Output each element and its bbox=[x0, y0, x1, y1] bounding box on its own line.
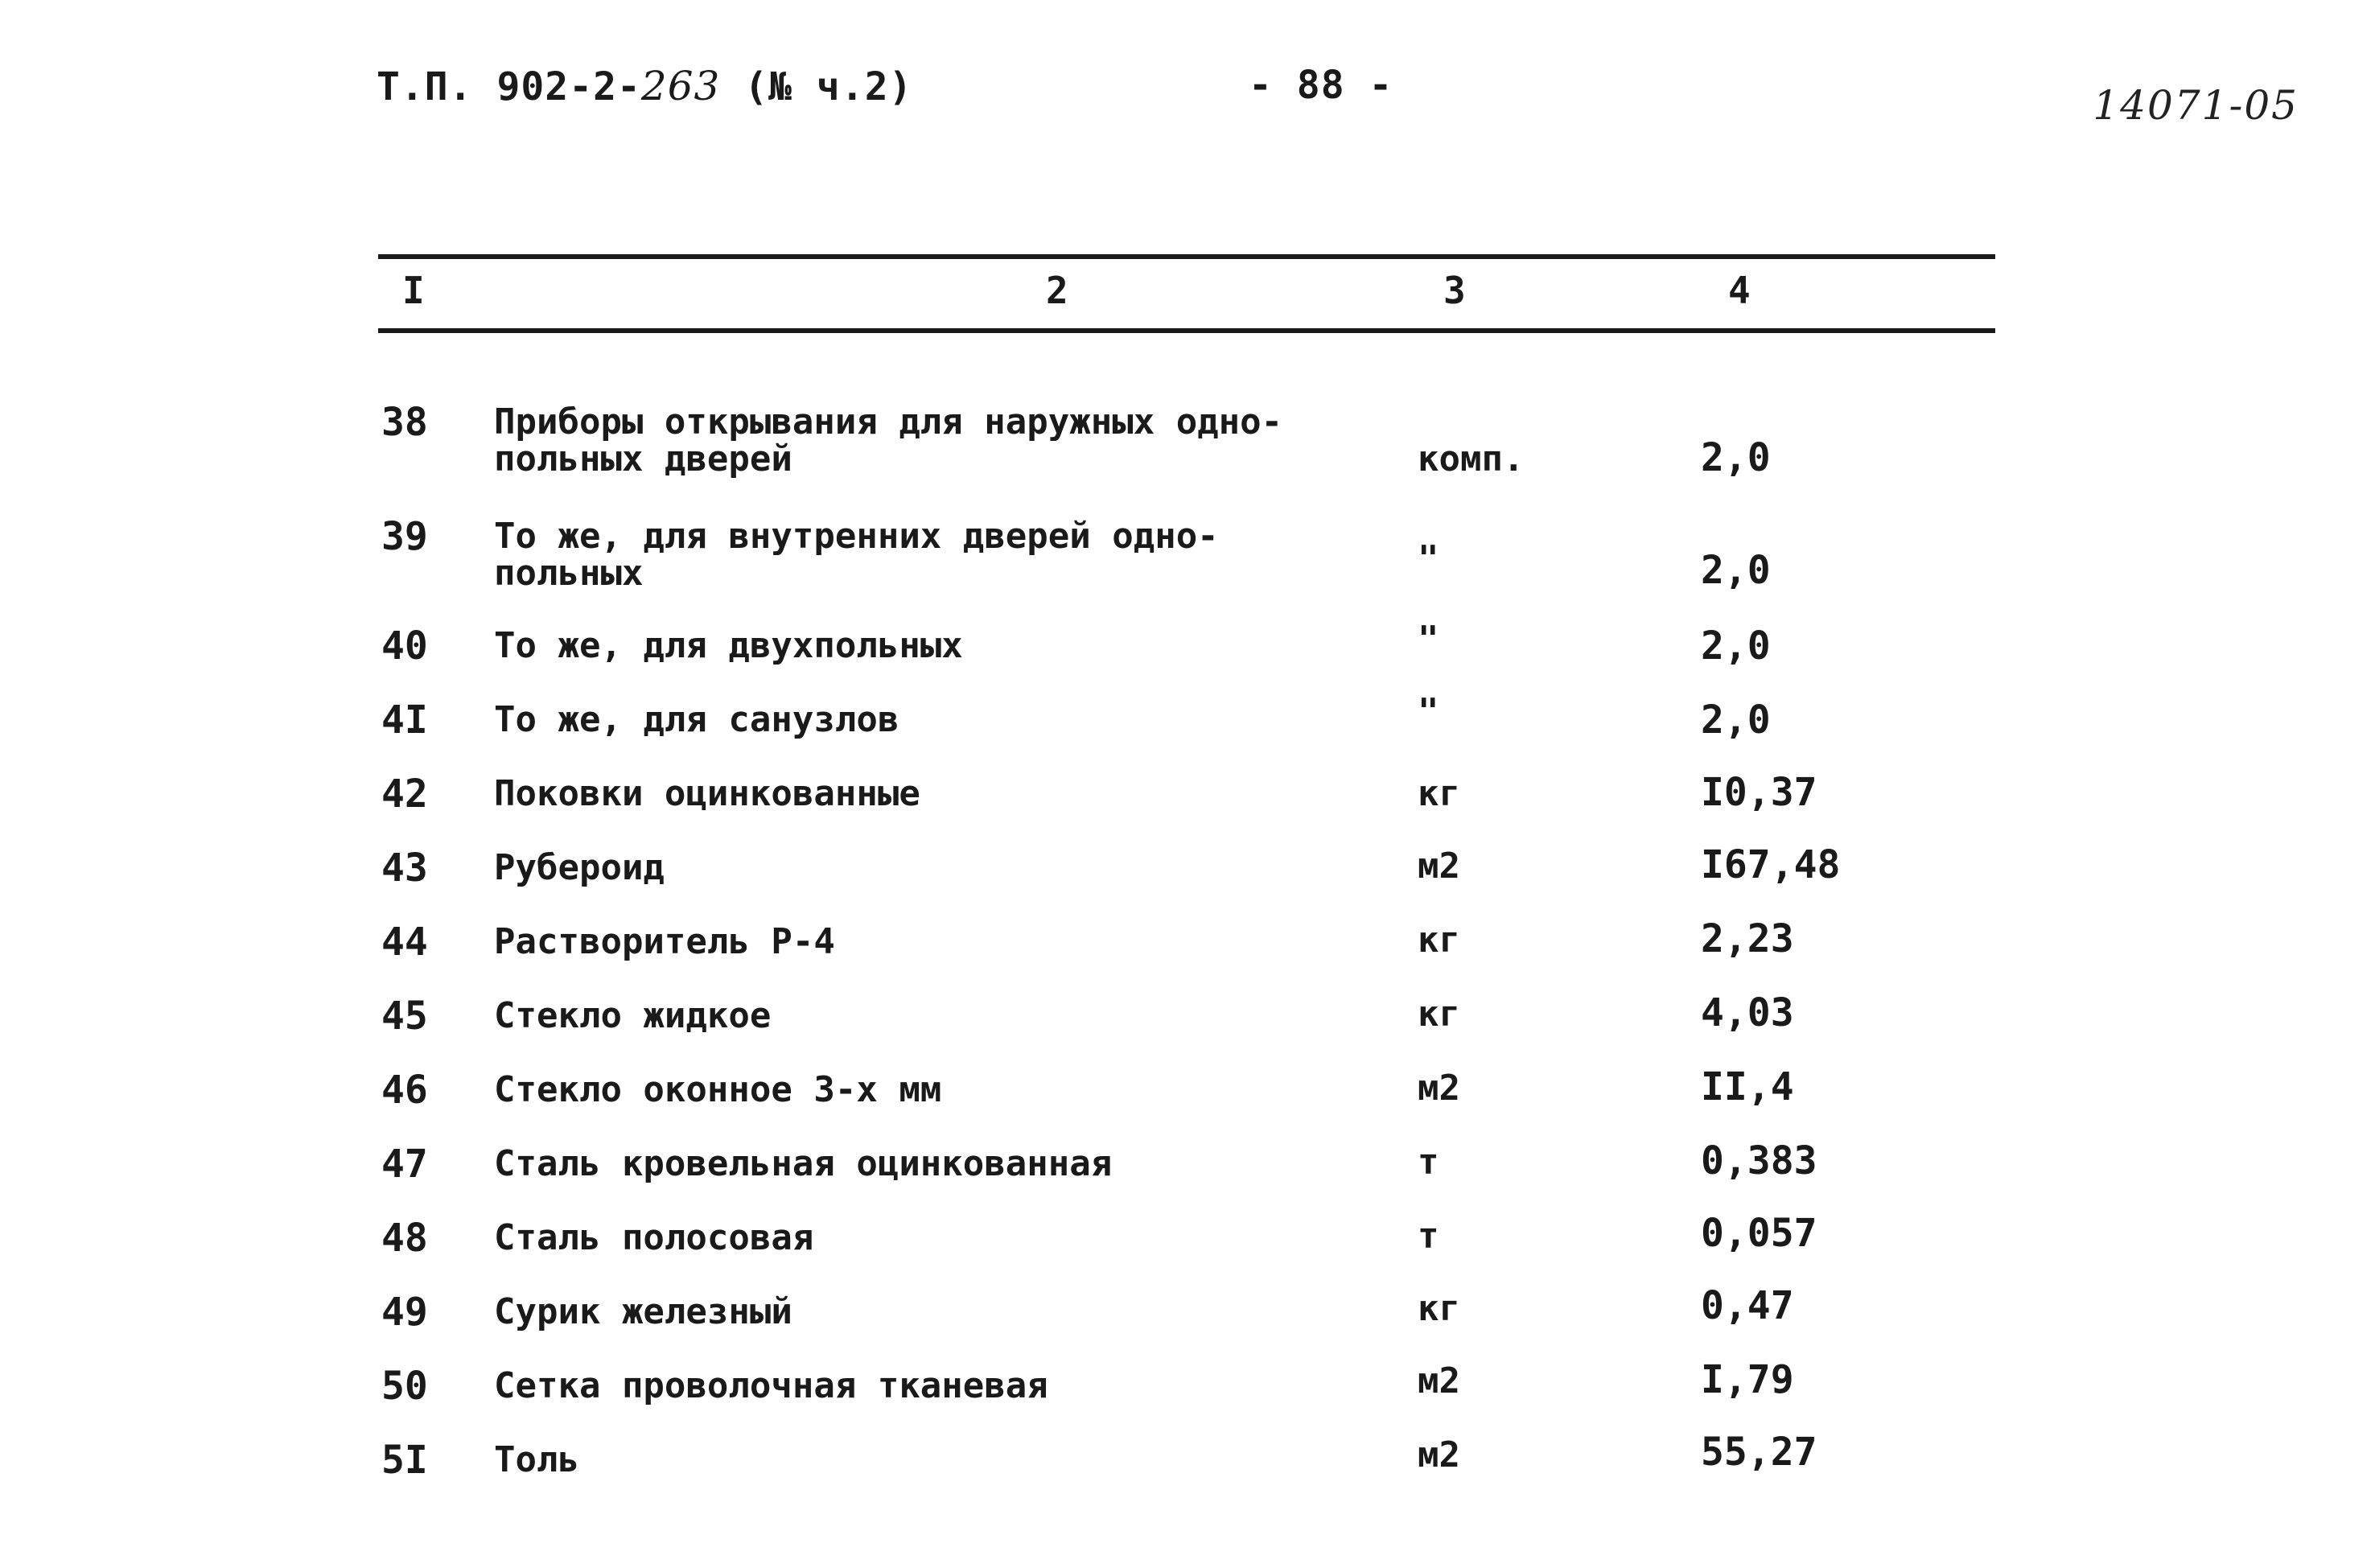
row-number: 46 bbox=[381, 1068, 428, 1113]
row-unit: " bbox=[1418, 619, 1439, 660]
row-unit: кг bbox=[1418, 920, 1460, 961]
row-quantity: 4,03 bbox=[1701, 990, 1794, 1035]
row-quantity: 0,383 bbox=[1701, 1138, 1817, 1183]
row-unit: м2 bbox=[1418, 1068, 1460, 1109]
row-unit: м2 bbox=[1418, 846, 1460, 887]
row-unit: " bbox=[1418, 538, 1439, 579]
page-number: - 88 - bbox=[1249, 63, 1393, 108]
row-quantity: 2,0 bbox=[1701, 698, 1771, 743]
column-header-1: I bbox=[402, 269, 425, 312]
row-number: 4I bbox=[381, 698, 428, 743]
inventory-number: 14071-05 bbox=[2093, 82, 2299, 129]
row-quantity: 55,27 bbox=[1701, 1430, 1817, 1475]
row-number: 42 bbox=[381, 772, 428, 817]
document-code bbox=[377, 63, 913, 109]
row-number: 43 bbox=[381, 846, 428, 891]
row-number: 39 bbox=[381, 514, 428, 559]
row-name: Сурик железный bbox=[494, 1291, 792, 1332]
column-header-3: 3 bbox=[1443, 269, 1466, 312]
row-unit: т bbox=[1418, 1216, 1439, 1257]
row-quantity: I0,37 bbox=[1701, 770, 1817, 815]
row-name: Сталь полосовая bbox=[494, 1217, 814, 1258]
row-number: 40 bbox=[381, 623, 428, 669]
row-name: Приборы открывания для наружных одно- польных дверей bbox=[494, 401, 1283, 479]
column-header-2: 2 bbox=[1046, 269, 1068, 312]
row-unit: т bbox=[1418, 1142, 1439, 1183]
row-quantity: 2,0 bbox=[1701, 548, 1771, 593]
row-number: 47 bbox=[381, 1142, 428, 1187]
row-name: Растворитель Р-4 bbox=[494, 921, 835, 962]
row-quantity: 2,0 bbox=[1701, 435, 1771, 480]
row-number: 45 bbox=[381, 994, 428, 1039]
document-code-prefix: Т.П. 902-2- bbox=[377, 64, 641, 109]
row-unit: " bbox=[1418, 691, 1439, 732]
row-name: Стекло оконное 3-х мм bbox=[494, 1069, 942, 1110]
row-unit: м2 bbox=[1418, 1360, 1460, 1401]
row-unit: м2 bbox=[1418, 1434, 1460, 1475]
row-quantity: I67,48 bbox=[1701, 842, 1841, 887]
row-number: 5I bbox=[381, 1438, 428, 1483]
row-quantity: II,4 bbox=[1701, 1064, 1794, 1109]
row-number: 49 bbox=[381, 1290, 428, 1335]
row-number: 44 bbox=[381, 920, 428, 965]
document-code-suffix: (№ ч.2) bbox=[720, 64, 913, 109]
row-quantity: 0,057 bbox=[1701, 1211, 1817, 1256]
row-name: Стекло жидкое bbox=[494, 995, 772, 1036]
row-number: 48 bbox=[381, 1216, 428, 1261]
document-code-handwritten: 263 bbox=[640, 63, 721, 109]
row-name: Поковки оцинкованные bbox=[494, 773, 920, 814]
row-name: Толь bbox=[494, 1439, 579, 1480]
row-unit: кг bbox=[1418, 994, 1460, 1035]
table-top-rule bbox=[378, 254, 1995, 259]
row-unit: комп. bbox=[1418, 438, 1525, 479]
column-header-4: 4 bbox=[1728, 269, 1751, 312]
row-name: Сталь кровельная оцинкованная bbox=[494, 1143, 1113, 1184]
row-unit: кг bbox=[1418, 1288, 1460, 1329]
row-name: То же, для внутренних дверей одно- польных bbox=[494, 516, 1219, 594]
row-quantity: I,79 bbox=[1701, 1357, 1794, 1402]
table-header-rule bbox=[378, 328, 1995, 333]
row-name: Сетка проволочная тканевая bbox=[494, 1365, 1048, 1406]
row-number: 38 bbox=[381, 400, 428, 445]
row-name: Рубероид bbox=[494, 847, 665, 888]
row-unit: кг bbox=[1418, 773, 1460, 814]
row-quantity: 0,47 bbox=[1701, 1283, 1794, 1328]
row-quantity: 2,23 bbox=[1701, 916, 1794, 961]
row-name: То же, для двухпольных bbox=[494, 625, 963, 666]
row-number: 50 bbox=[381, 1364, 428, 1409]
row-name: То же, для санузлов bbox=[494, 699, 899, 740]
row-quantity: 2,0 bbox=[1701, 623, 1771, 669]
